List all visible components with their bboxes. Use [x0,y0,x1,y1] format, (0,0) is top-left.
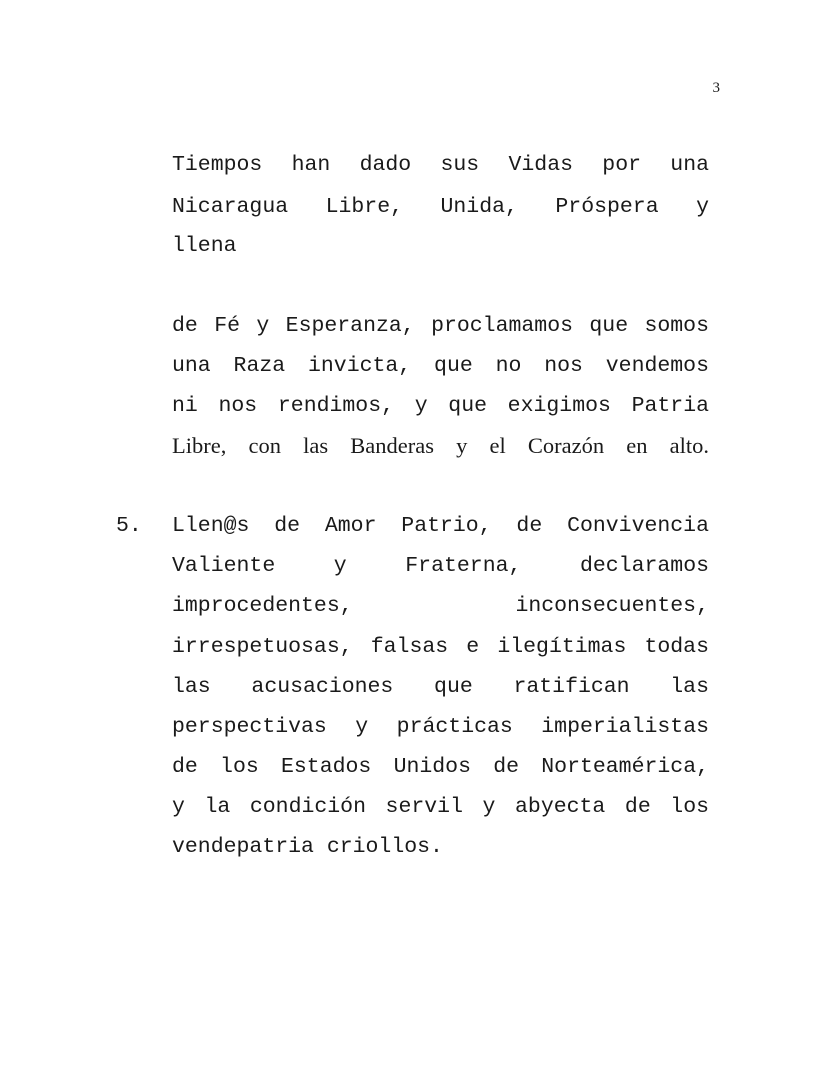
paragraph-line: perspectivas y prácticas imperialistas [172,715,709,739]
paragraph-line: de los Estados Unidos de Norteamérica, [172,755,709,779]
item-number: 5. [116,514,142,538]
paragraph-line: y la condición servil y abyecta de los [172,795,709,819]
paragraph-line: Nicaragua Libre, Unida, Próspera y [172,195,709,219]
page-number: 3 [712,80,720,96]
paragraph-line: llena [172,234,237,258]
paragraph-line: Libre, con las Banderas y el Corazón en alto. [172,433,709,458]
paragraph-line: Tiempos han dado sus Vidas por una [172,153,709,177]
paragraph-line: improcedentes, inconsecuentes, [172,594,709,618]
paragraph-line: una Raza invicta, que no nos vendemos [172,354,709,378]
paragraph-line: las acusaciones que ratifican las [172,675,709,699]
paragraph-line: de Fé y Esperanza, proclamamos que somos [172,314,709,338]
paragraph-line: vendepatria criollos. [172,835,443,859]
paragraph-line: Valiente y Fraterna, declaramos [172,554,709,578]
paragraph-line: ni nos rendimos, y que exigimos Patria [172,394,709,418]
paragraph-line: irrespetuosas, falsas e ilegítimas todas [172,635,709,659]
paragraph-line: Llen@s de Amor Patrio, de Convivencia [172,514,709,538]
